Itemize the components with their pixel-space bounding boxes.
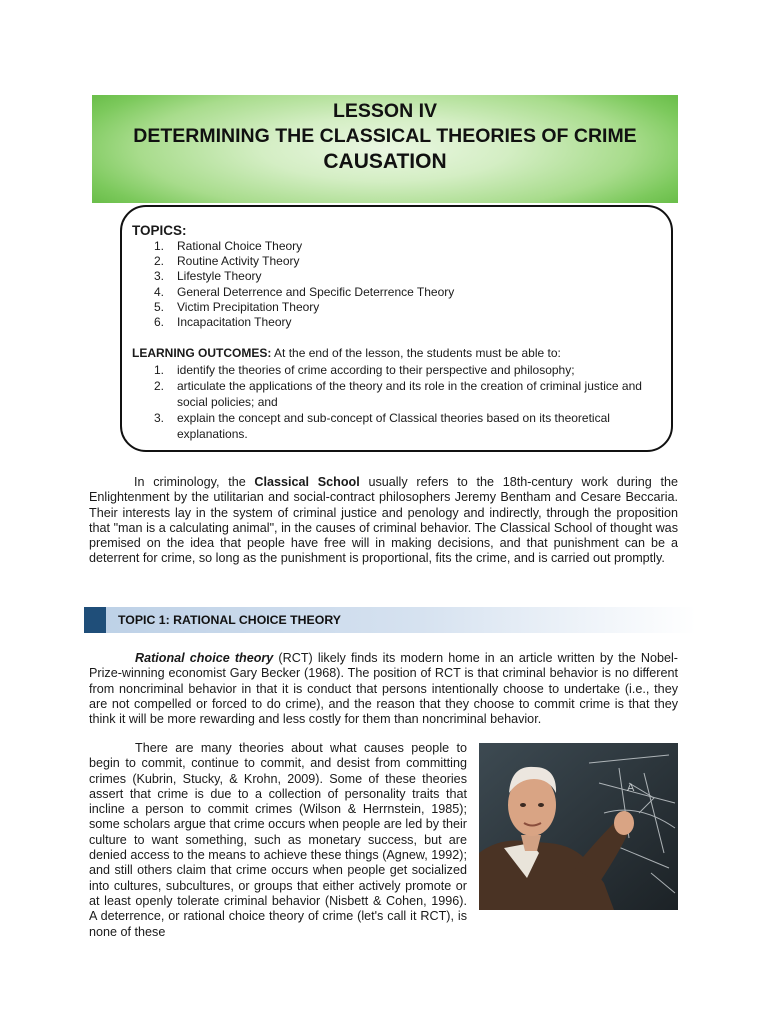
topics-heading: TOPICS: [132, 223, 187, 238]
intro-paragraph: In criminology, the Classical School usually refers to the 18th-century work during the Enlightenment by the utilitarian and social-contract philosophers Jeremy Bentham and Cesare Beccaria. Their interests lay in the system of criminal justice and penology and indirectly, through the proposition that "man is a calculating animal", in the causes of criminal behavior. The Classical School of thought was premised on the idea that people have free will in making decisions, and that punishment can be a deterrent for crime, so long as the punishment is proportional, fits the crime, and is carried out promptly. [89, 475, 678, 566]
lesson-title: DETERMINING THE CLASSICAL THEORIES OF CRIME [133, 125, 637, 147]
topic-1-heading: TOPIC 1: RATIONAL CHOICE THEORY [118, 613, 341, 627]
rct-definition-paragraph: Rational choice theory (RCT) likely finds its modern home in an article written by the Nobel-Prize-winning economist Gary Becker (1968). The position of RCT is that criminal behavior is no different from noncriminal behavior in that it is conduct that persons intentionally choose to undertake (i.e., they are not compelled or forced to do crime), and the reason that they choose to commit crime is that they think it will be more rewarding and less costly for them than noncriminal behavior. [89, 651, 678, 727]
lesson-title-cont: CAUSATION [323, 150, 447, 173]
topic-1-heading-bar [84, 607, 696, 633]
lesson-number: LESSON IV [332, 100, 438, 122]
list-item: 1. Rational Choice Theory [154, 239, 303, 253]
list-item: 5. Victim Precipitation Theory [154, 299, 320, 314]
list-item: 4. General Deterrence and Specific Deterrence Theory [154, 284, 455, 299]
list-item: 6. Incapacitation Theory [154, 314, 292, 329]
topics-outcomes-box [120, 205, 673, 452]
list-item: 2. Routine Activity Theory [154, 254, 300, 269]
rct-lead-term: Rational choice theory [135, 651, 274, 665]
classical-school-term: Classical School [254, 475, 360, 489]
lesson-title-banner [92, 95, 678, 203]
economist-photo [479, 743, 678, 910]
topics-list [154, 239, 454, 330]
rct-theories-paragraph: There are many theories about what causes people to begin to commit, continue to commit, and desist from committing crimes (Kubrin, Stucky, & Krohn, 2009). Some of these theories assert that crime is due to a collection of personality traits that incline a person to commit crimes (Wilson & Herrnstein, 1985); some scholars argue that crime occurs when people are led by their culture to want something, such as monetary success, but are denied access to the means to achieve these things (Agnew, 1992); and still others claim that crime occurs when people get socialized into cultures, subcultures, or groups that either actively promote or at least openly tolerate criminal behavior (Nisbett & Cohen, 1996). A deterrence, or rational choice theory of crime (let's call it RCT), is none of these [89, 741, 468, 939]
svg-text:A: A [627, 782, 635, 794]
list-item: 3. Lifestyle Theory [154, 269, 262, 284]
outcomes-list [154, 362, 659, 442]
learning-outcomes-intro: LEARNING OUTCOMES: At the end of the lesson, the students must be able to: [132, 346, 561, 360]
learning-outcomes-heading: LEARNING OUTCOMES: [132, 346, 272, 360]
list-item: 3. explain the concept and sub-concept of Classical theories based on its theoretical explanations. [154, 411, 610, 441]
list-item: 2. articulate the applications of the theory and its role in the creation of criminal justice and social policies; and [154, 379, 642, 409]
heading-marker-square [84, 607, 106, 633]
list-item: 1. identify the theories of crime according to their perspective and philosophy; [154, 363, 575, 377]
